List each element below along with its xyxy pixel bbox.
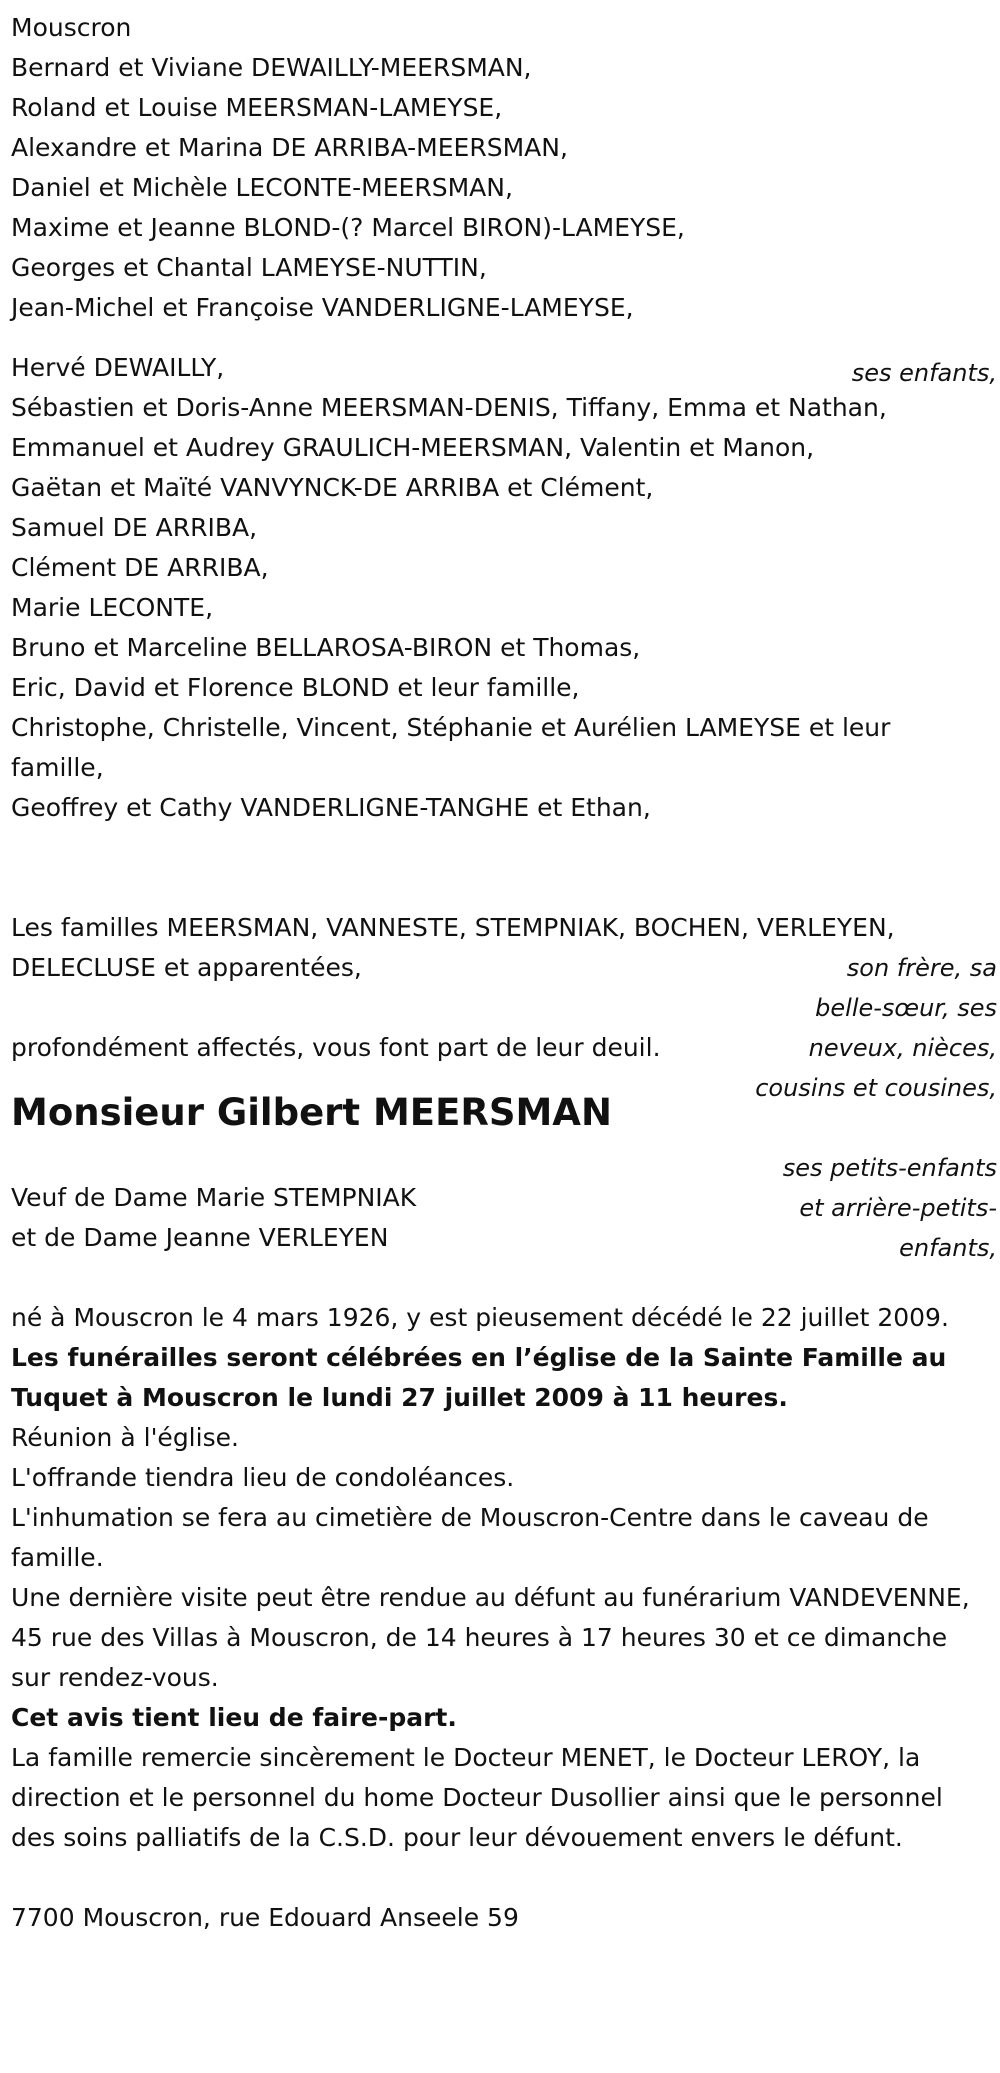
burial-paragraph: L'inhumation se fera au cimetière de Mouscron-Centre dans le caveau de famille.	[11, 1503, 929, 1572]
notice-paragraph: Cet avis tient lieu de faire-part.	[11, 1703, 457, 1732]
grandchild-line: Gaëtan et Maïté VANVYNCK-DE ARRIBA et Clément,	[11, 473, 654, 502]
grandchildren-role-line: et arrière-petits-	[799, 1194, 997, 1222]
visit-paragraph: Une dernière visite peut être rendue au défunt au funérarium VANDEVENNE, 45 rue des Villas à Mouscron, de 14 heures à 17 heures 30 et ce dimanche sur rendez-vous.	[11, 1583, 970, 1692]
grandchildren-role-line: ses petits-enfants	[782, 1154, 997, 1182]
widower-line: Veuf de Dame Marie STEMPNIAK	[11, 1183, 417, 1212]
grandchild-line: Clément DE ARRIBA,	[11, 553, 269, 582]
offering-paragraph: L'offrande tiendra lieu de condoléances.	[11, 1463, 515, 1492]
address-line: 7700 Mouscron, rue Edouard Anseele 59	[11, 1903, 519, 1932]
families-role-line: cousins et cousines,	[755, 1074, 997, 1102]
families-line: DELECLUSE et apparentées,	[11, 953, 362, 982]
grandchild-line: Sébastien et Doris-Anne MEERSMAN-DENIS, Tiffany, Emma et Nathan,	[11, 393, 887, 422]
city-heading: Mouscron	[11, 13, 132, 42]
grandchildren-role-line: enfants,	[899, 1234, 997, 1262]
grandchild-line: Emmanuel et Audrey GRAULICH-MEERSMAN, Valentin et Manon,	[11, 433, 815, 462]
child-line: Daniel et Michèle LECONTE-MEERSMAN,	[11, 173, 513, 202]
families-section	[11, 908, 997, 1138]
announcement: profondément affectés, vous font part de leur deuil.	[11, 1033, 661, 1062]
families-role-line: belle-sœur, ses	[815, 994, 997, 1022]
grandchild-line: Bruno et Marceline BELLAROSA-BIRON et Thomas,	[11, 633, 641, 662]
spacer	[11, 1858, 997, 1898]
grandchild-line: Hervé DEWAILLY,	[11, 353, 225, 382]
grandchild-line: Christophe, Christelle, Vincent, Stéphanie et Aurélien LAMEYSE et leur famille,	[11, 713, 891, 782]
grandchild-line: Geoffrey et Cathy VANDERLIGNE-TANGHE et Ethan,	[11, 793, 651, 822]
grandchildren-role	[707, 1148, 997, 1268]
grandchild-line: Samuel DE ARRIBA,	[11, 513, 258, 542]
child-line: Maxime et Jeanne BLOND-(? Marcel BIRON)-LAMEYSE,	[11, 213, 685, 242]
child-line: Georges et Chantal LAMEYSE-NUTTIN,	[11, 253, 487, 282]
child-line: Jean-Michel et Françoise VANDERLIGNE-LAMEYSE,	[11, 293, 634, 322]
widower-line: et de Dame Jeanne VERLEYEN	[11, 1223, 389, 1252]
children-role: ses enfants,	[851, 359, 997, 387]
children-role-spacer	[11, 328, 997, 348]
child-line: Alexandre et Marina DE ARRIBA-MEERSMAN,	[11, 133, 568, 162]
families-role	[737, 908, 997, 1108]
spacer	[11, 868, 997, 908]
obituary-notice	[11, 8, 997, 1938]
deceased-name: Monsieur Gilbert MEERSMAN	[11, 1091, 612, 1134]
spacer	[11, 828, 997, 868]
child-line: Bernard et Viviane DEWAILLY-MEERSMAN,	[11, 53, 532, 82]
thanks-paragraph: La famille remercie sincèrement le Docteur MENET, le Docteur LEROY, la direction et le personnel du home Docteur Dusollier ainsi que le personnel des soins palliatifs de la C.S.D. pour leur dévouement envers le défunt.	[11, 1743, 943, 1852]
funeral-paragraph: Les funérailles seront célébrées en l’église de la Sainte Famille au Tuquet à Mouscron le lundi 27 juillet 2009 à 11 heures.	[11, 1343, 947, 1412]
grandchild-line: Eric, David et Florence BLOND et leur famille,	[11, 673, 580, 702]
families-role-line: son frère, sa	[846, 954, 997, 982]
birth-death-paragraph: né à Mouscron le 4 mars 1926, y est pieusement décédé le 22 juillet 2009.	[11, 1303, 949, 1332]
meeting-paragraph: Réunion à l'église.	[11, 1423, 239, 1452]
child-line: Roland et Louise MEERSMAN-LAMEYSE,	[11, 93, 503, 122]
grandchild-line: Marie LECONTE,	[11, 593, 214, 622]
families-line: Les familles MEERSMAN, VANNESTE, STEMPNIAK, BOCHEN, VERLEYEN,	[11, 913, 895, 942]
families-role-spacer	[737, 908, 997, 948]
families-role-line: neveux, nièces,	[808, 1034, 997, 1062]
